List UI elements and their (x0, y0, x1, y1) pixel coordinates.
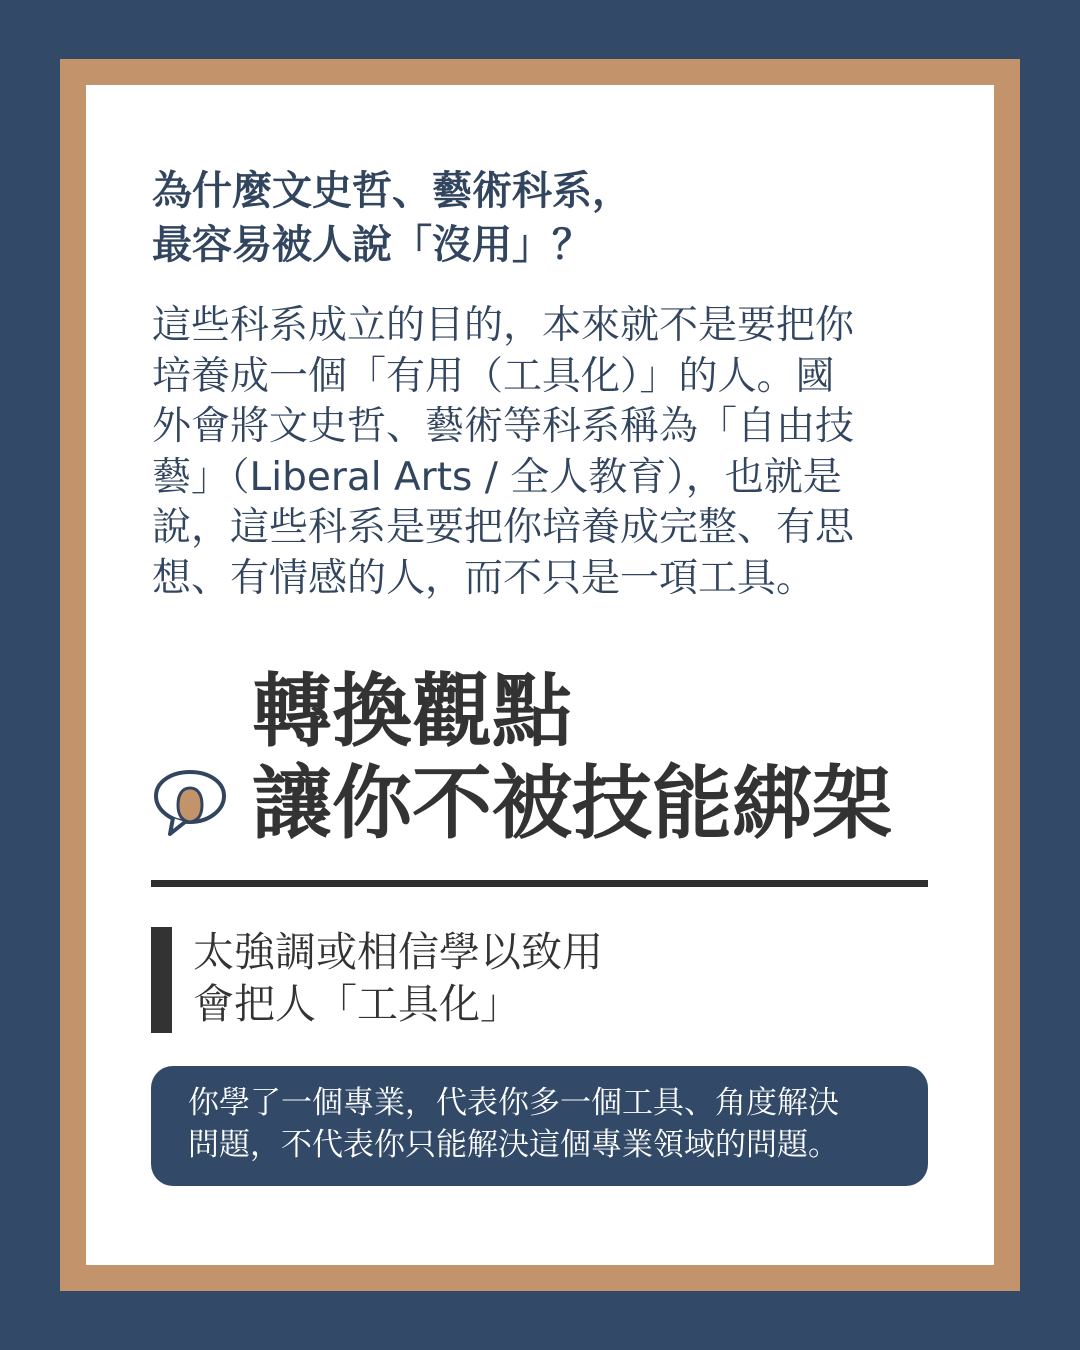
title-line-1: 轉換觀點 (252, 665, 572, 758)
heading-line-2: 最容易被人說「沒用」？ (152, 222, 592, 268)
quote-line-2: 會把人「工具化」 (193, 980, 521, 1028)
note-line-2: 問題，不代表你只能解決這個專業領域的問題。 (188, 1127, 839, 1163)
quote-line-1: 太強調或相信學以致用 (193, 928, 603, 976)
section-heading (152, 164, 912, 272)
section-divider (151, 880, 928, 887)
body-line: 培養成一個「有用（工具化）」的人。國 (152, 353, 835, 399)
quote-block (193, 926, 893, 1030)
body-line: 外會將文史哲、藝術等科系稱為「自由技 (152, 404, 855, 449)
body-line: 想、有情感的人，而不只是一項工具。 (152, 555, 816, 601)
body-line: 說，這些科系是要把你培養成完整、有思 (152, 505, 855, 550)
main-title (252, 666, 952, 850)
body-paragraph (152, 301, 922, 604)
heading-line-1: 為什麼文史哲、藝術科系， (152, 168, 632, 214)
body-line: 這些科系成立的目的，本來就不是要把你 (152, 303, 855, 348)
body-line: 藝」（Liberal Arts / 全人教育），也就是 (152, 454, 842, 500)
quote-accent-bar (151, 927, 172, 1033)
title-line-2: 讓你不被技能綁架 (252, 757, 892, 850)
chat-bubbles-icon (150, 764, 230, 840)
note-line-1: 你學了一個專業，代表你多一個工具、角度解決 (188, 1085, 839, 1121)
note-text (188, 1082, 908, 1166)
